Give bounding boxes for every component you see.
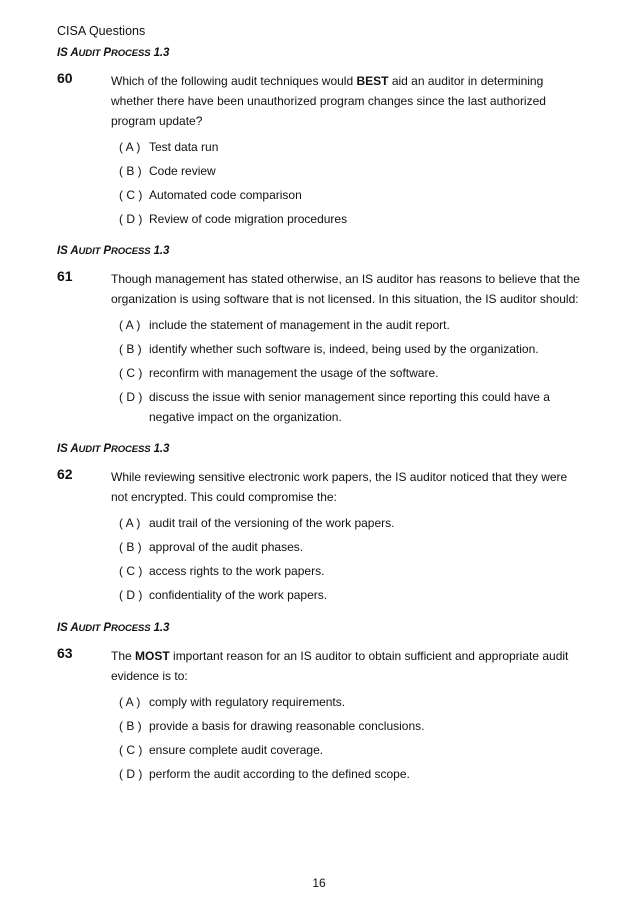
question-text: Which of the following audit techniques would BEST aid an auditor in determining whether there have been unauthorized program changes since the last authorized program update? xyxy=(111,74,546,128)
answer-option xyxy=(119,209,585,229)
page-number: 16 xyxy=(312,876,326,890)
option-text: include the statement of management in the audit report. xyxy=(149,318,450,332)
answer-option xyxy=(119,185,585,205)
answer-options xyxy=(119,137,585,229)
option-text: comply with regulatory requirements. xyxy=(149,695,346,709)
question-block xyxy=(57,467,585,609)
option-text: audit trail of the versioning of the work papers. xyxy=(149,516,395,530)
question-number: 60 xyxy=(57,70,73,86)
option-label: ( B ) xyxy=(119,540,142,554)
question-number: 63 xyxy=(57,645,73,661)
section-heading: IS AUDIT PROCESS 1.3 xyxy=(57,47,170,59)
section-heading: IS AUDIT PROCESS 1.3 xyxy=(57,622,170,634)
option-text: Review of code migration procedures xyxy=(149,212,348,226)
section-heading: IS AUDIT PROCESS 1.3 xyxy=(57,245,170,257)
option-label: ( C ) xyxy=(119,743,143,757)
answer-options xyxy=(119,692,585,784)
option-text: discuss the issue with senior management since reporting this could have a negative impact on the organization. xyxy=(149,390,550,424)
option-label: ( C ) xyxy=(119,188,143,202)
option-label: ( D ) xyxy=(119,767,143,781)
answer-options xyxy=(119,315,585,427)
option-label: ( C ) xyxy=(119,366,143,380)
answer-options xyxy=(119,513,585,605)
option-label: ( A ) xyxy=(119,140,141,154)
option-label: ( A ) xyxy=(119,318,141,332)
option-label: ( A ) xyxy=(119,695,141,709)
option-label: ( B ) xyxy=(119,164,142,178)
option-text: provide a basis for drawing reasonable conclusions. xyxy=(149,719,425,733)
question-block xyxy=(57,269,585,431)
answer-option xyxy=(119,137,585,157)
document-header: CISA Questions xyxy=(57,24,146,38)
question-number: 61 xyxy=(57,268,73,284)
question-text: While reviewing sensitive electronic work papers, the IS auditor noticed that they were not encrypted. This could compromise the: xyxy=(111,470,568,504)
answer-option xyxy=(119,513,585,533)
option-label: ( B ) xyxy=(119,342,142,356)
answer-option xyxy=(119,692,585,712)
question-block xyxy=(57,646,585,788)
option-text: reconfirm with management the usage of the software. xyxy=(149,366,439,380)
question-text: Though management has stated otherwise, an IS auditor has reasons to believe that the organization is using software that is not licensed. In this situation, the IS auditor should: xyxy=(111,272,580,306)
option-text: perform the audit according to the defined scope. xyxy=(149,767,410,781)
answer-option xyxy=(119,764,585,784)
option-label: ( C ) xyxy=(119,564,143,578)
option-label: ( D ) xyxy=(119,390,143,404)
answer-option xyxy=(119,161,585,181)
option-text: approval of the audit phases. xyxy=(149,540,304,554)
question-text: The MOST important reason for an IS auditor to obtain sufficient and appropriate audit evidence is to: xyxy=(111,649,569,683)
answer-option xyxy=(119,716,585,736)
option-label: ( B ) xyxy=(119,719,142,733)
option-text: ensure complete audit coverage. xyxy=(149,743,324,757)
answer-option xyxy=(119,387,585,427)
option-text: access rights to the work papers. xyxy=(149,564,325,578)
question-block xyxy=(57,71,585,233)
option-label: ( A ) xyxy=(119,516,141,530)
question-number: 62 xyxy=(57,466,73,482)
option-text: confidentiality of the work papers. xyxy=(149,588,328,602)
option-label: ( D ) xyxy=(119,588,143,602)
option-text: Code review xyxy=(149,164,216,178)
answer-option xyxy=(119,585,585,605)
option-label: ( D ) xyxy=(119,212,143,226)
answer-option xyxy=(119,363,585,383)
option-text: Automated code comparison xyxy=(149,188,302,202)
option-text: Test data run xyxy=(149,140,219,154)
answer-option xyxy=(119,339,585,359)
answer-option xyxy=(119,561,585,581)
option-text: identify whether such software is, indeed, being used by the organization. xyxy=(149,342,539,356)
section-heading: IS AUDIT PROCESS 1.3 xyxy=(57,443,170,455)
answer-option xyxy=(119,740,585,760)
answer-option xyxy=(119,315,585,335)
answer-option xyxy=(119,537,585,557)
